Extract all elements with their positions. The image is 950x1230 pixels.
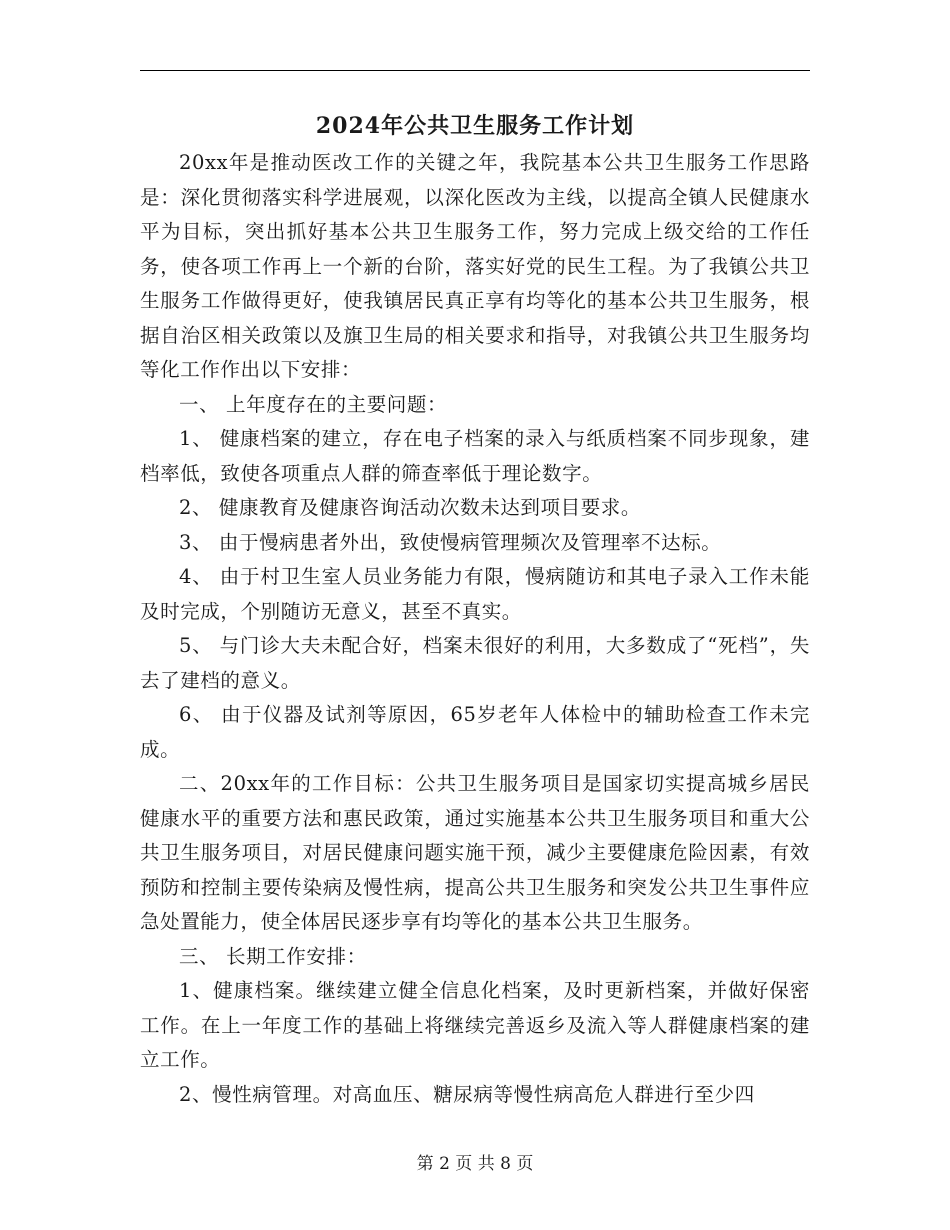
section-heading-3: 三、 长期工作安排： <box>179 944 367 968</box>
list-item: 1、 健康档案的建立，存在电子档案的录入与纸质档案不同步现象，建档率低，致使各项重点人群的筛查率低于理论数字。 <box>140 427 810 485</box>
list-item: 3、 由于慢病患者外出，致使慢病管理频次及管理率不达标。 <box>179 530 722 554</box>
list-item: 2、慢性病管理。对高血压、糖尿病等慢性病高危人群进行至少四 <box>179 1082 755 1106</box>
section-paragraph-2: 二、20xx年的工作目标：公共卫生服务项目是国家切实提高城乡居民健康水平的重要方法和惠民政策，通过实施基本公共卫生服务项目和重大公共卫生服务项目，对居民健康问题实施干预，减少主要健康危险因素，有效预防和控制主要传染病及慢性病，提高公共卫生服务和突发公共卫生事件应急处置能力，使全体居民逐步享有均等化的基本公共卫生服务。 <box>140 772 810 933</box>
section-heading-1: 一、 上年度存在的主要问题： <box>179 392 448 416</box>
list-item: 2、 健康教育及健康咨询活动次数未达到项目要求。 <box>179 496 642 519</box>
document-body <box>140 146 810 1112</box>
header-rule <box>140 70 810 71</box>
document-title: 2024年公共卫生服务工作计划 <box>315 113 635 139</box>
list-item: 6、 由于仪器及试剂等原因，65岁老年人体检中的辅助检查工作未完成。 <box>140 703 810 761</box>
list-item: 5、 与门诊大夫未配合好，档案未很好的利用，大多数成了“死档”，失去了建档的意义。 <box>140 634 810 692</box>
paragraph-intro: 20xx年是推动医改工作的关键之年，我院基本公共卫生服务工作思路是：深化贯彻落实科学进展观，以深化医改为主线，以提高全镇人民健康水平为目标，突出抓好基本公共卫生服务工作，努力完成上级交给的工作任务，使各项工作再上一个新的台阶，落实好党的民生工程。为了我镇公共卫生服务工作做得更好，使我镇居民真正享有均等化的基本公共卫生服务，根据自治区相关政策以及旗卫生局的相关要求和指导，对我镇公共卫生服务均等化工作作出以下安排： <box>140 151 810 381</box>
list-item: 1、健康档案。继续建立健全信息化档案，及时更新档案，并做好保密工作。在上一年度工作的基础上将继续完善返乡及流入等人群健康档案的建立工作。 <box>140 979 810 1071</box>
page-footer: 第 2 页 共 8 页 <box>416 1154 534 1174</box>
list-item: 4、 由于村卫生室人员业务能力有限，慢病随访和其电子录入工作未能及时完成，个别随访无意义，甚至不真实。 <box>140 565 810 623</box>
